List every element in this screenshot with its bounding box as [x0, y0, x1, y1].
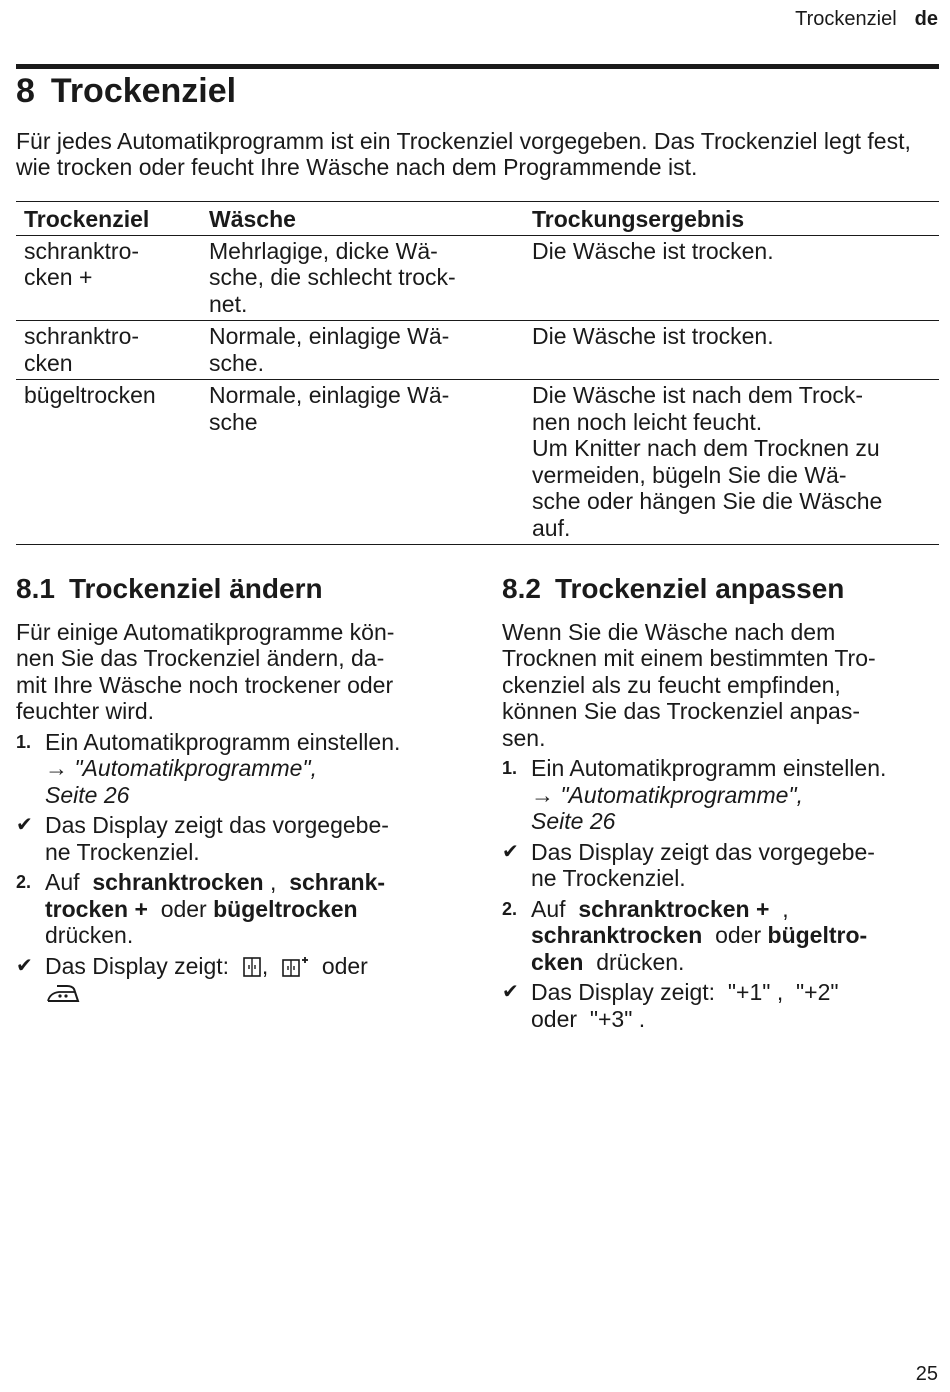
chapter-title-text: Trockenziel [50, 72, 237, 110]
table-cell [201, 321, 524, 380]
wardrobe-icon [242, 956, 262, 978]
punctuation: , [782, 895, 789, 922]
checkmark-icon: ✔ [16, 814, 33, 836]
display-value: "+2" [795, 979, 839, 1005]
cell-line: vermeiden, bügeln Sie die Wä- [532, 461, 847, 488]
step-number: 2. [502, 898, 518, 919]
result-text: Das Display zeigt: [531, 979, 716, 1005]
button-label-schranktrocken: schranktrocken [92, 869, 264, 895]
cell-line: sche. [209, 349, 264, 376]
chapter-intro: Für jedes Automatikprogramm ist ein Trockenziel vorgegeben. Das Trockenziel legt fest, wie trocken oder feucht Ihre Wäsche nach dem Programmende ist. [16, 128, 911, 180]
section-8-1 [16, 573, 456, 1010]
button-label-buegeltrocken: bügeltrocken [213, 895, 358, 922]
step-number: 1. [502, 758, 518, 778]
table-row [16, 321, 939, 380]
section-title [16, 573, 456, 604]
button-label-schranktrocken-plus-b: trocken + [45, 895, 148, 922]
button-label-schranktrocken-plus-a: schrank- [289, 869, 386, 895]
step-text: drücken. [45, 922, 134, 948]
page-number: 25 [915, 1363, 938, 1385]
display-value: "+3" [589, 1005, 633, 1032]
intro-line: mit Ihre Wäsche noch trockener oder [16, 671, 394, 698]
step-number: 2. [16, 872, 32, 892]
cell-line: Um Knitter nach dem Trocknen zu [532, 435, 880, 461]
step-1 [16, 729, 456, 809]
table-cell [524, 321, 939, 380]
chapter-title [16, 72, 236, 111]
step-2 [16, 869, 456, 949]
section-number: 8.1 [16, 573, 55, 604]
result-2 [16, 953, 456, 1006]
arrow-right-icon: → [45, 755, 68, 781]
intro-line: nen Sie das Trockenziel ändern, da- [16, 645, 385, 671]
header-section: Trockenziel [795, 8, 897, 30]
step-2 [502, 896, 942, 976]
result-text: ne Trockenziel. [45, 838, 200, 865]
table-cell [524, 380, 939, 545]
cell-line: cken + [24, 264, 93, 290]
cell-line: schranktro- [24, 237, 140, 264]
cell-line: Die Wäsche ist trocken. [532, 237, 774, 264]
table-cell [16, 380, 201, 545]
cell-line: sche [209, 408, 258, 435]
cell-line: schranktro- [24, 323, 140, 349]
cell-line: net. [209, 290, 248, 317]
cell-line: Die Wäsche ist nach dem Trock- [532, 382, 864, 408]
table-header-cell: Trockenziel [16, 202, 201, 236]
header-language: de [914, 8, 938, 30]
section-intro [16, 619, 456, 725]
step-text: drücken. [596, 948, 685, 975]
table-row [16, 235, 939, 321]
reference-title: "Automatikprogramme", [560, 781, 803, 808]
chapter-number: 8 [16, 72, 35, 110]
punctuation: , [261, 952, 269, 979]
cell-line: cken [24, 349, 73, 376]
cell-line: bügeltrocken [24, 382, 156, 408]
checkmark-icon: ✔ [16, 954, 33, 977]
step-text: oder [715, 922, 762, 948]
step-1 [502, 755, 942, 835]
table-header-cell: Trockungsergebnis [524, 202, 939, 236]
checkmark-icon: ✔ [502, 981, 519, 1003]
section-number: 8.2 [502, 573, 541, 604]
arrow-right-icon: → [531, 781, 554, 808]
step-text: Auf [45, 869, 80, 895]
cell-line: Die Wäsche ist trocken. [532, 323, 774, 349]
intro-line: sen. [502, 724, 546, 751]
page-reference[interactable] [45, 755, 456, 782]
cell-line: sche oder hängen Sie die Wäsche [532, 488, 883, 514]
button-label-schranktrocken: schranktrocken [531, 922, 703, 948]
button-label-schranktrocken-plus: schranktrocken + [578, 895, 770, 922]
result-text: oder [531, 1005, 578, 1032]
result-text: Das Display zeigt: [45, 952, 230, 979]
step-text: Auf [531, 895, 566, 922]
table-cell [16, 321, 201, 380]
section-title-text: Trockenziel anpassen [554, 573, 845, 604]
section-title [502, 573, 942, 604]
running-header [795, 8, 938, 31]
section-title-text: Trockenziel ändern [68, 573, 323, 604]
punctuation: , [270, 869, 277, 895]
table-cell [16, 235, 201, 321]
intro-line: können Sie das Trockenziel anpas- [502, 698, 860, 724]
step-text: oder [160, 895, 207, 922]
table-cell [524, 235, 939, 321]
page-reference[interactable] [531, 782, 942, 809]
result-text: Das Display zeigt das vorgegebe- [45, 812, 389, 838]
result-1 [16, 812, 456, 865]
step-text: Ein Automatikprogramm einstellen. [45, 728, 401, 755]
step-number: 1. [16, 731, 32, 752]
intro-line: ckenziel als zu feucht empfinden, [502, 671, 841, 698]
result-text: Das Display zeigt das vorgegebe- [531, 838, 875, 865]
cell-line: sche, die schlecht trock- [209, 264, 456, 290]
cell-line: Normale, einlagige Wä- [209, 323, 450, 349]
reference-title: "Automatikprogramme", [74, 755, 317, 781]
punctuation: , [776, 979, 784, 1005]
table-row [16, 380, 939, 545]
reference-page[interactable]: Seite 26 [45, 781, 130, 808]
iron-icon [45, 983, 81, 1005]
intro-line: feuchter wird. [16, 698, 155, 724]
result-text: oder [321, 952, 368, 979]
table-cell [201, 380, 524, 545]
section-intro [502, 619, 942, 752]
section-8-2 [502, 573, 942, 1036]
display-value: "+1" [727, 979, 771, 1005]
button-label-buegeltrocken-a: bügeltro- [767, 922, 868, 948]
table-header-cell: Wäsche [201, 202, 524, 236]
punctuation: . [638, 1005, 646, 1032]
drying-target-table [16, 201, 939, 545]
intro-line: Wenn Sie die Wäsche nach dem [502, 618, 836, 645]
step-text: Ein Automatikprogramm einstellen. [531, 755, 887, 781]
intro-line: Für einige Automatikprogramme kön- [16, 618, 395, 645]
result-2 [502, 979, 942, 1032]
chapter-rule [16, 64, 939, 69]
table-header-row [16, 202, 939, 236]
wardrobe-plus-icon [281, 956, 309, 978]
cell-line: nen noch leicht feucht. [532, 408, 763, 435]
result-1 [502, 839, 942, 892]
cell-line: auf. [532, 514, 571, 541]
result-text: ne Trockenziel. [531, 865, 686, 891]
button-label-buegeltrocken-b: cken [531, 948, 584, 975]
reference-page[interactable]: Seite 26 [531, 808, 616, 834]
intro-line: Trocknen mit einem bestimmten Tro- [502, 645, 876, 671]
table-cell [201, 235, 524, 321]
cell-line: Mehrlagige, dicke Wä- [209, 237, 438, 264]
checkmark-icon: ✔ [502, 840, 519, 863]
cell-line: Normale, einlagige Wä- [209, 382, 450, 408]
